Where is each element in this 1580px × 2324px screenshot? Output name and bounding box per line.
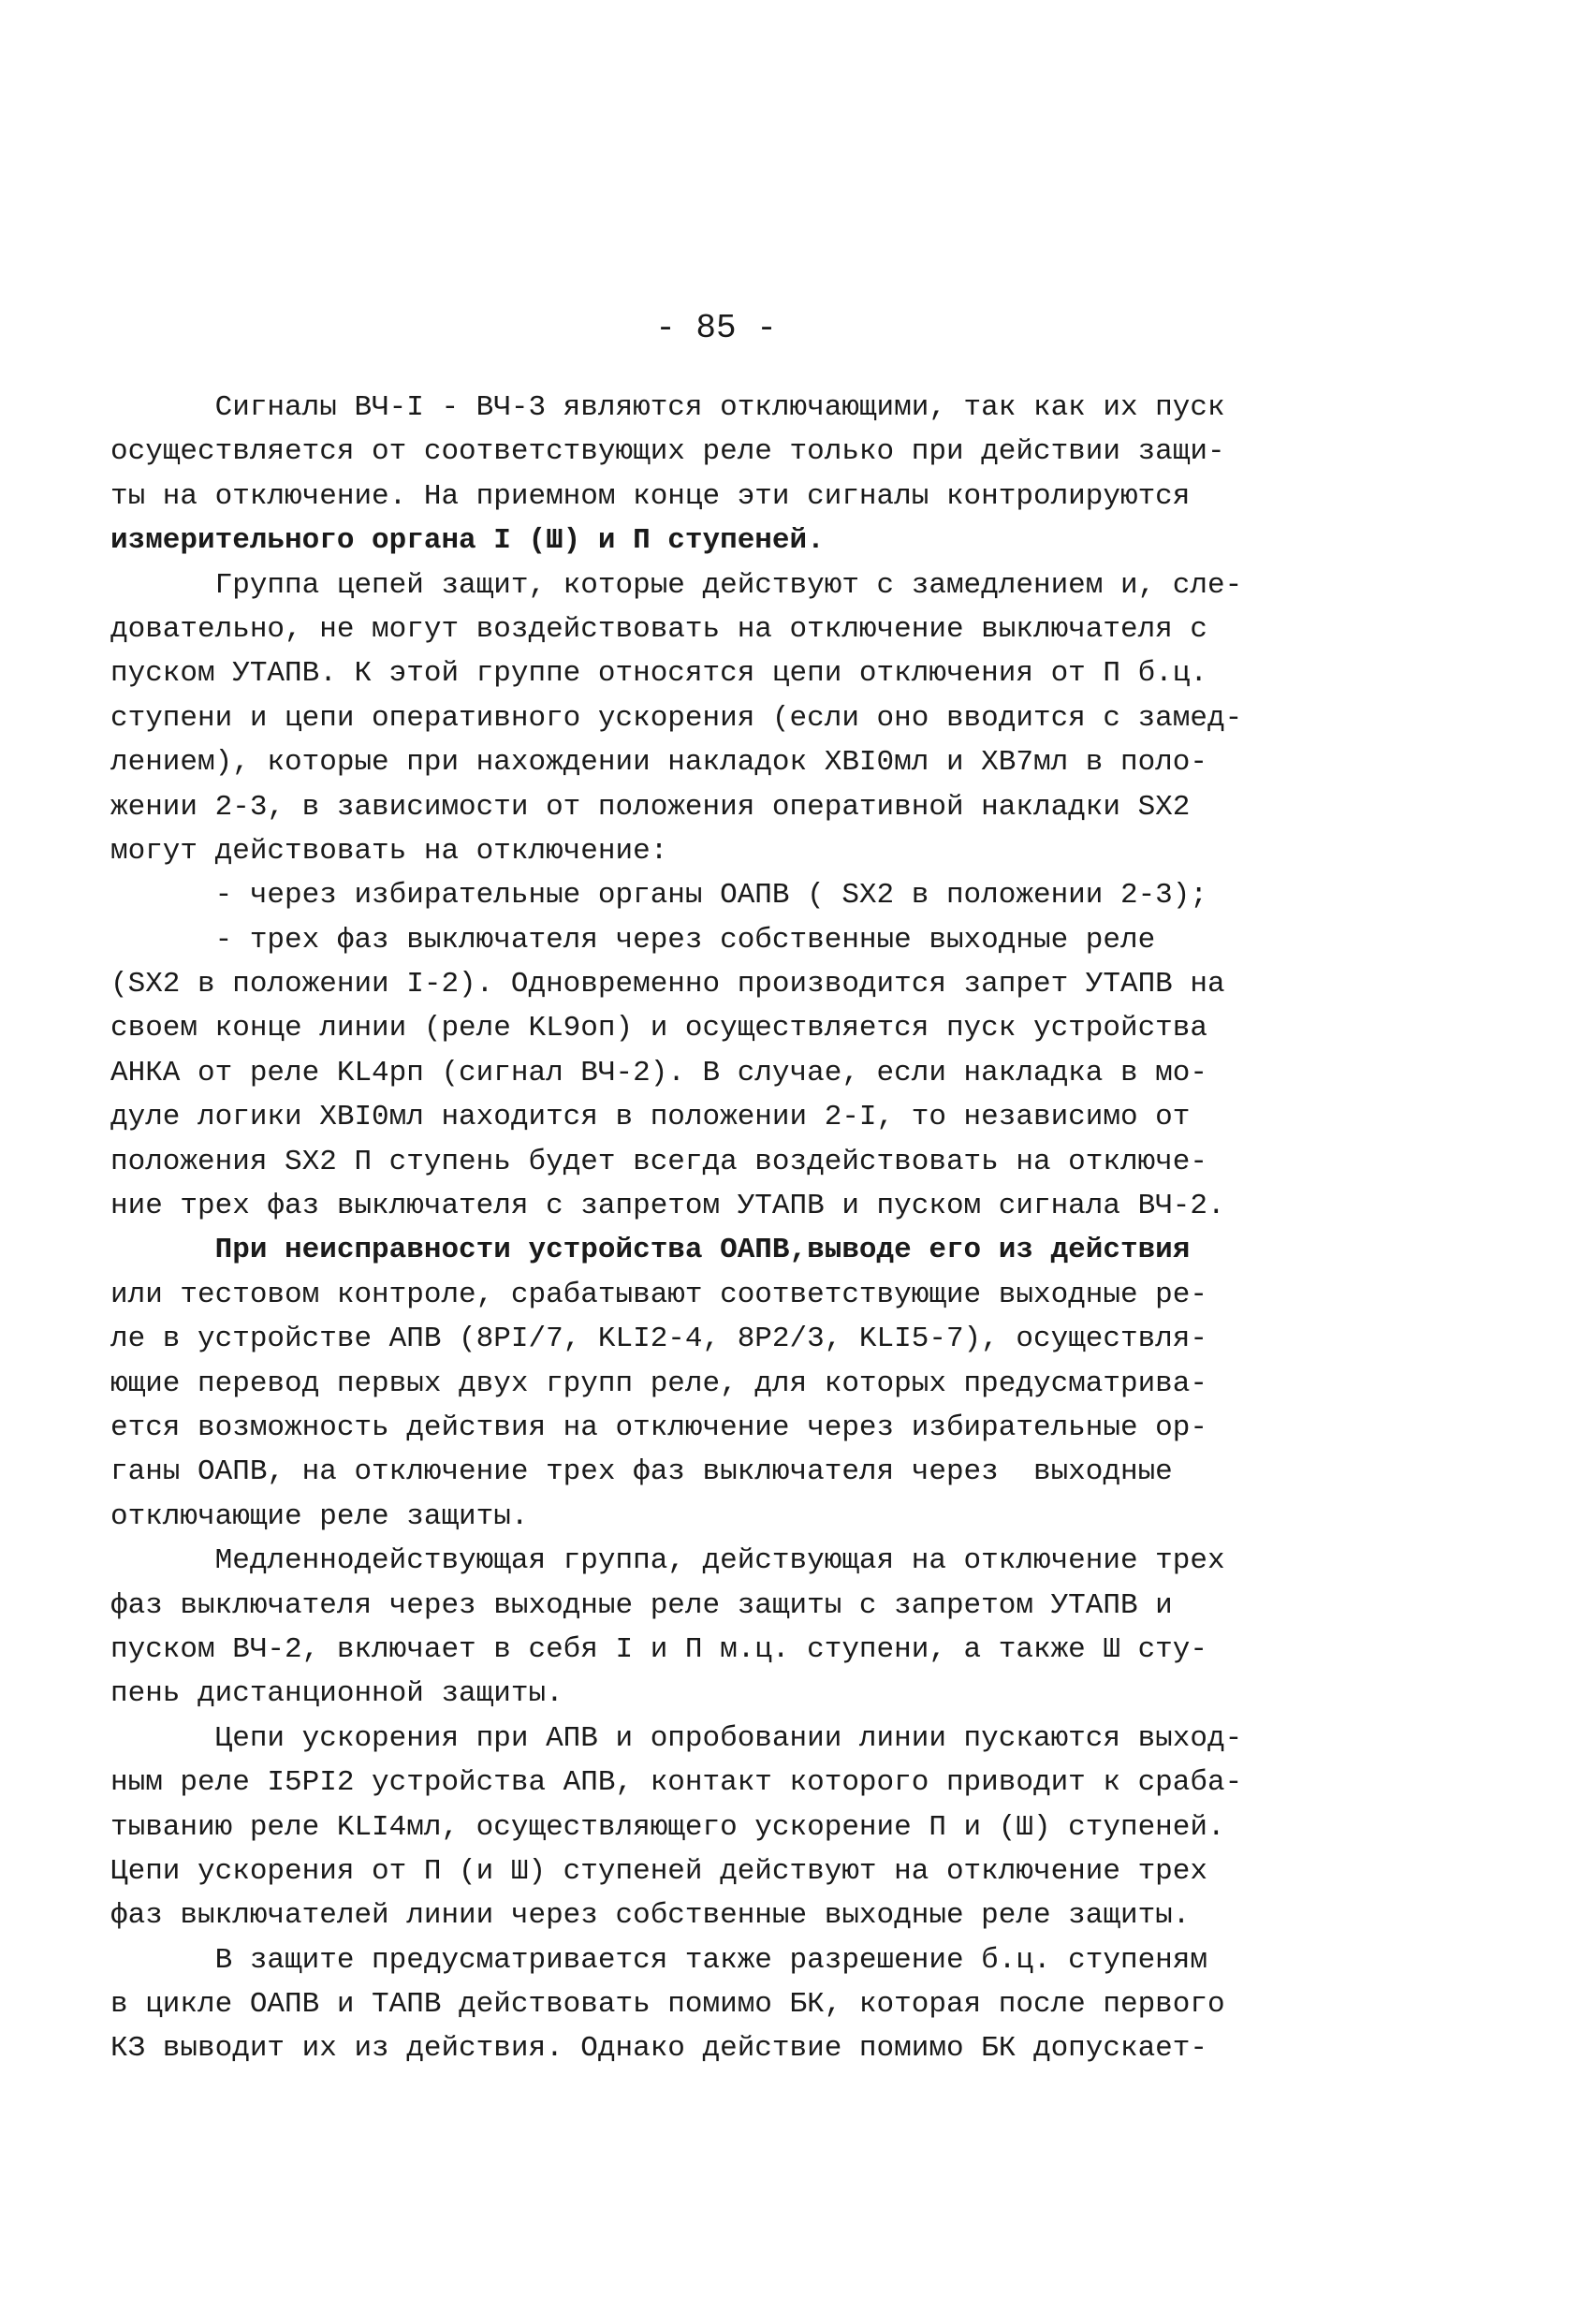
text-line: пуском УТАПВ. К этой группе относятся цепи отключения от П б.ц. bbox=[110, 657, 1207, 691]
text-line: ется возможность действия на отключение через избирательные ор- bbox=[110, 1410, 1207, 1444]
text-line: ющие перевод первых двух групп реле, для которых предусматрива- bbox=[110, 1367, 1207, 1400]
page-number: - 85 - bbox=[655, 309, 777, 347]
text-line: Цепи ускорения при АПВ и опробовании линии пускаются выход- bbox=[110, 1721, 1243, 1755]
text-line: своем конце линии (реле KL9оп) и осуществляется пуск устройства bbox=[110, 1012, 1207, 1045]
text-line: В защите предусматривается также разрешение б.ц. ступеням bbox=[110, 1943, 1207, 1977]
text-line: ганы ОАПВ, на отключение трех фаз выключателя через выходные bbox=[110, 1455, 1173, 1489]
text-line: пень дистанционной защиты. bbox=[110, 1677, 563, 1711]
text-line: пуском ВЧ-2, включает в себя I и П м.ц. ступени, а также Ш сту- bbox=[110, 1632, 1207, 1666]
text-line: дуле логики XBI0мл находится в положении 2-I, то независимо от bbox=[110, 1101, 1191, 1134]
text-line: ступени и цепи оперативного ускорения (если оно вводится с замед- bbox=[110, 701, 1243, 735]
text-line: положения SX2 П ступень будет всегда воздействовать на отключе- bbox=[110, 1145, 1207, 1178]
text-line: При неисправности устройства ОАПВ,выводе его из действия bbox=[110, 1234, 1191, 1267]
text-line: КЗ выводит их из действия. Однако действие помимо БК допускает- bbox=[110, 2032, 1207, 2066]
text-line: Медленнодействующая группа, действующая на отключение трех bbox=[110, 1544, 1225, 1578]
text-line: ние трех фаз выключателя с запретом УТАПВ и пуском сигнала ВЧ-2. bbox=[110, 1190, 1225, 1223]
text-line: Сигналы ВЧ-I - ВЧ-3 являются отключающими, так как их пуск bbox=[110, 391, 1225, 424]
text-line: ле в устройстве АПВ (8PI/7, KLI2-4, 8P2/3, KLI5-7), осуществля- bbox=[110, 1323, 1207, 1356]
text-line: АНКА от реле KL4рп (сигнал ВЧ-2). В случае, если накладка в мо- bbox=[110, 1056, 1207, 1089]
text-line: в цикле ОАПВ и ТАПВ действовать помимо БК, которая после первого bbox=[110, 1988, 1225, 2022]
text-line: лением), которые при нахождении накладок XBI0мл и XB7мл в поло- bbox=[110, 746, 1207, 780]
text-line: или тестовом контроле, срабатывают соответствующие выходные ре- bbox=[110, 1278, 1207, 1311]
text-line: отключающие реле защиты. bbox=[110, 1499, 529, 1533]
text-line: могут действовать на отключение: bbox=[110, 834, 668, 868]
text-line: тыванию реле KLI4мл, осуществляющего ускорение П и (Ш) ступеней. bbox=[110, 1810, 1225, 1844]
text-line: жении 2-3, в зависимости от положения оперативной накладки SX2 bbox=[110, 790, 1191, 824]
text-line: фаз выключателя через выходные реле защиты с запретом УТАПВ и bbox=[110, 1588, 1173, 1622]
text-line: измерительного органа I (Ш) и П ступеней. bbox=[110, 524, 825, 558]
text-line: фаз выключателей линии через собственные выходные реле защиты. bbox=[110, 1899, 1191, 1933]
text-line: ным реле I5PI2 устройства АПВ, контакт которого приводит к сраба- bbox=[110, 1766, 1243, 1800]
text-line: довательно, не могут воздействовать на отключение выключателя с bbox=[110, 612, 1207, 646]
text-line: (SX2 в положении I-2). Одновременно производится запрет УТАПВ на bbox=[110, 968, 1225, 1001]
document-body bbox=[110, 386, 1304, 2071]
text-line: ты на отключение. На приемном конце эти сигналы контролируются bbox=[110, 479, 1191, 513]
text-line: Цепи ускорения от П (и Ш) ступеней действуют на отключение трех bbox=[110, 1854, 1207, 1888]
text-line: - через избирательные органы ОАПВ ( SX2 в положении 2-3); bbox=[110, 879, 1207, 913]
text-line: Группа цепей защит, которые действуют с замедлением и, сле- bbox=[110, 568, 1243, 602]
text-line: - трех фаз выключателя через собственные выходные реле bbox=[110, 923, 1156, 957]
text-line: осуществляется от соответствующих реле только при действии защи- bbox=[110, 435, 1225, 469]
